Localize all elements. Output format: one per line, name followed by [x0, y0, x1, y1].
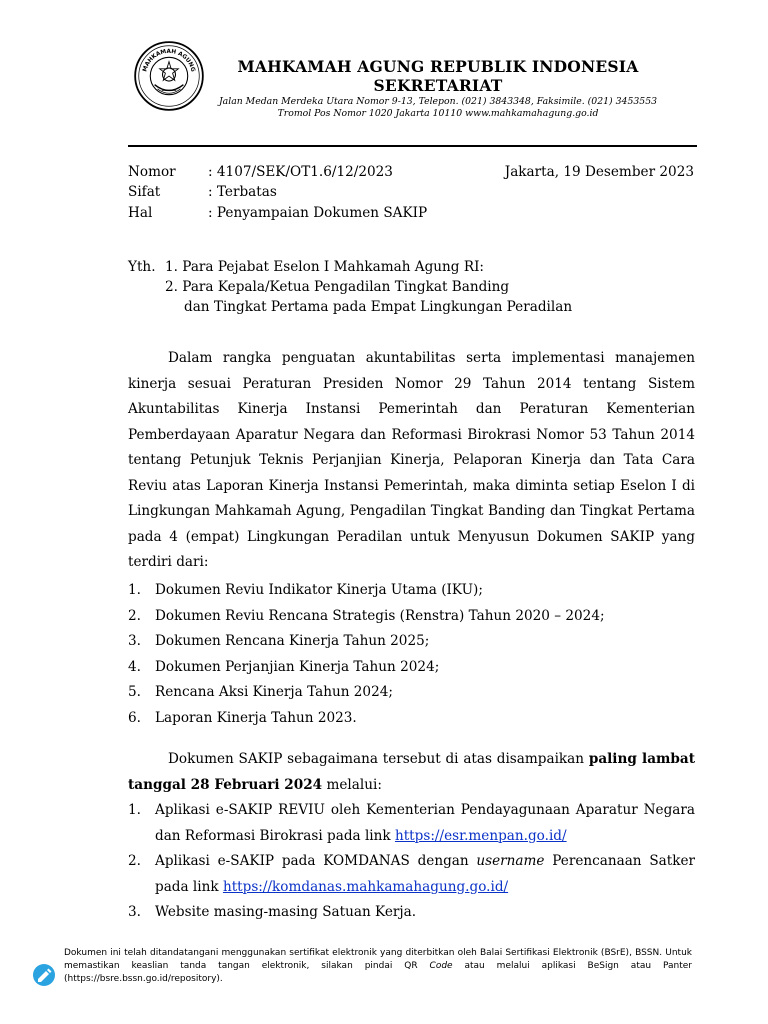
letterhead-divider [128, 145, 697, 147]
submission-channel-list [128, 798, 695, 926]
deadline-text: paling lambat tanggal 28 Februari 2024 [128, 751, 695, 793]
body-paragraph-1: Dalam rangka penguatan akuntabilitas serta implementasi manajemen kinerja sesuai Peraturan Presiden Nomor 29 Tahun 2014 tentang Sistem Akuntabilitas Kinerja Instansi Pemerintah dan Peraturan Kementerian Pemberdayaan Aparatur Negara dan Reformasi Birokrasi Nomor 53 Tahun 2014 tentang Petunjuk Teknis Perjanjian Kinerja, Pelaporan Kinerja dan Tata Cara Reviu atas Laporan Kinerja Instansi Pemerintah, maka diminta setiap Eselon I di Lingkungan Mahkamah Agung, Pengadilan Tingkat Banding dan Tingkat Pertama pada 4 (empat) Lingkungan Peradilan untuk Menyusun Dokumen SAKIP yang terdiri dari: [128, 350, 695, 570]
bsre-signature-icon [32, 963, 56, 987]
addressee-2-line1: 2. Para Kepala/Ketua Pengadilan Tingkat Banding [165, 279, 510, 295]
mahkamah-agung-seal-icon [133, 40, 205, 112]
electronic-signature-notice: Dokumen ini telah ditandatangani menggunakan sertifikat elektronik yang diterbitkan oleh Balai Sertifikasi Elektronik (BSrE), BSSN. Untuk memastikan keaslian tanda tangan elektronik, silakan pindai QR Code atau melalui aplikasi BeSign atau Panter (https://bsre.bssn.go.id/repository). [64, 948, 692, 984]
institution-name: MAHKAMAH AGUNG REPUBLIK INDONESIA [237, 57, 639, 76]
list-item: 1. Aplikasi e-SAKIP REVIU oleh Kementerian Pendayagunaan Aparatur Negara dan Reformasi Birokrasi pada link https://esr.menpan.go.id/ [128, 802, 695, 844]
addressee-2-line2: dan Tingkat Pertama pada Empat Lingkungan Peradilan [184, 299, 573, 315]
address-line-1: Jalan Medan Merdeka Utara Nomor 9-13, Telepon. (021) 3843348, Faksimile. (021) 3453553 [218, 96, 658, 107]
list-item: 4. Dokumen Perjanjian Kinerja Tahun 2024; [128, 658, 440, 675]
list-item: 3. Dokumen Rencana Kinerja Tahun 2025; [128, 633, 430, 649]
yth-label: Yth. [128, 259, 156, 275]
document-list [128, 578, 695, 731]
addressee-1: 1. Para Pejabat Eselon I Mahkamah Agung RI: [165, 259, 485, 275]
nomor-label: Nomor [128, 164, 176, 180]
list-item: 2. Aplikasi e-SAKIP pada KOMDANAS dengan username Perencanaan Satker pada link https://komdanas.mahkamahagung.go.id/ [128, 853, 695, 895]
hal-value: : Penyampaian Dokumen SAKIP [208, 205, 428, 221]
sifat-label: Sifat [128, 184, 161, 200]
unit-name: SEKRETARIAT [373, 76, 503, 95]
list-item: 1. Dokumen Reviu Indikator Kinerja Utama (IKU); [128, 582, 483, 598]
list-item: 5. Rencana Aksi Kinerja Tahun 2024; [128, 684, 393, 700]
nomor-value: : 4107/SEK/OT1.6/12/2023 [208, 164, 393, 180]
place-date: Jakarta, 19 Desember 2023 [504, 164, 694, 180]
address-line-2: Tromol Pos Nomor 1020 Jakarta 10110 www.mahkamahagung.go.id [277, 108, 599, 119]
svg-text:MAHKAMAH AGUNG: MAHKAMAH AGUNG [142, 48, 196, 73]
list-item: 6. Laporan Kinerja Tahun 2023. [128, 709, 357, 726]
body-paragraph-2: Dokumen SAKIP sebagaimana tersebut di atas disampaikan paling lambat tanggal 28 Februari 2024 melalui: [128, 751, 695, 793]
esr-menpan-link[interactable]: https://esr.menpan.go.id/ [394, 827, 567, 844]
sifat-value: : Terbatas [208, 184, 277, 200]
list-item: 3. Website masing-masing Satuan Kerja. [128, 904, 417, 920]
komdanas-link[interactable]: https://komdanas.mahkamahagung.go.id/ [222, 878, 509, 895]
hal-label: Hal [128, 205, 153, 221]
list-item: 2. Dokumen Reviu Rencana Strategis (Renstra) Tahun 2020 – 2024; [128, 607, 605, 624]
